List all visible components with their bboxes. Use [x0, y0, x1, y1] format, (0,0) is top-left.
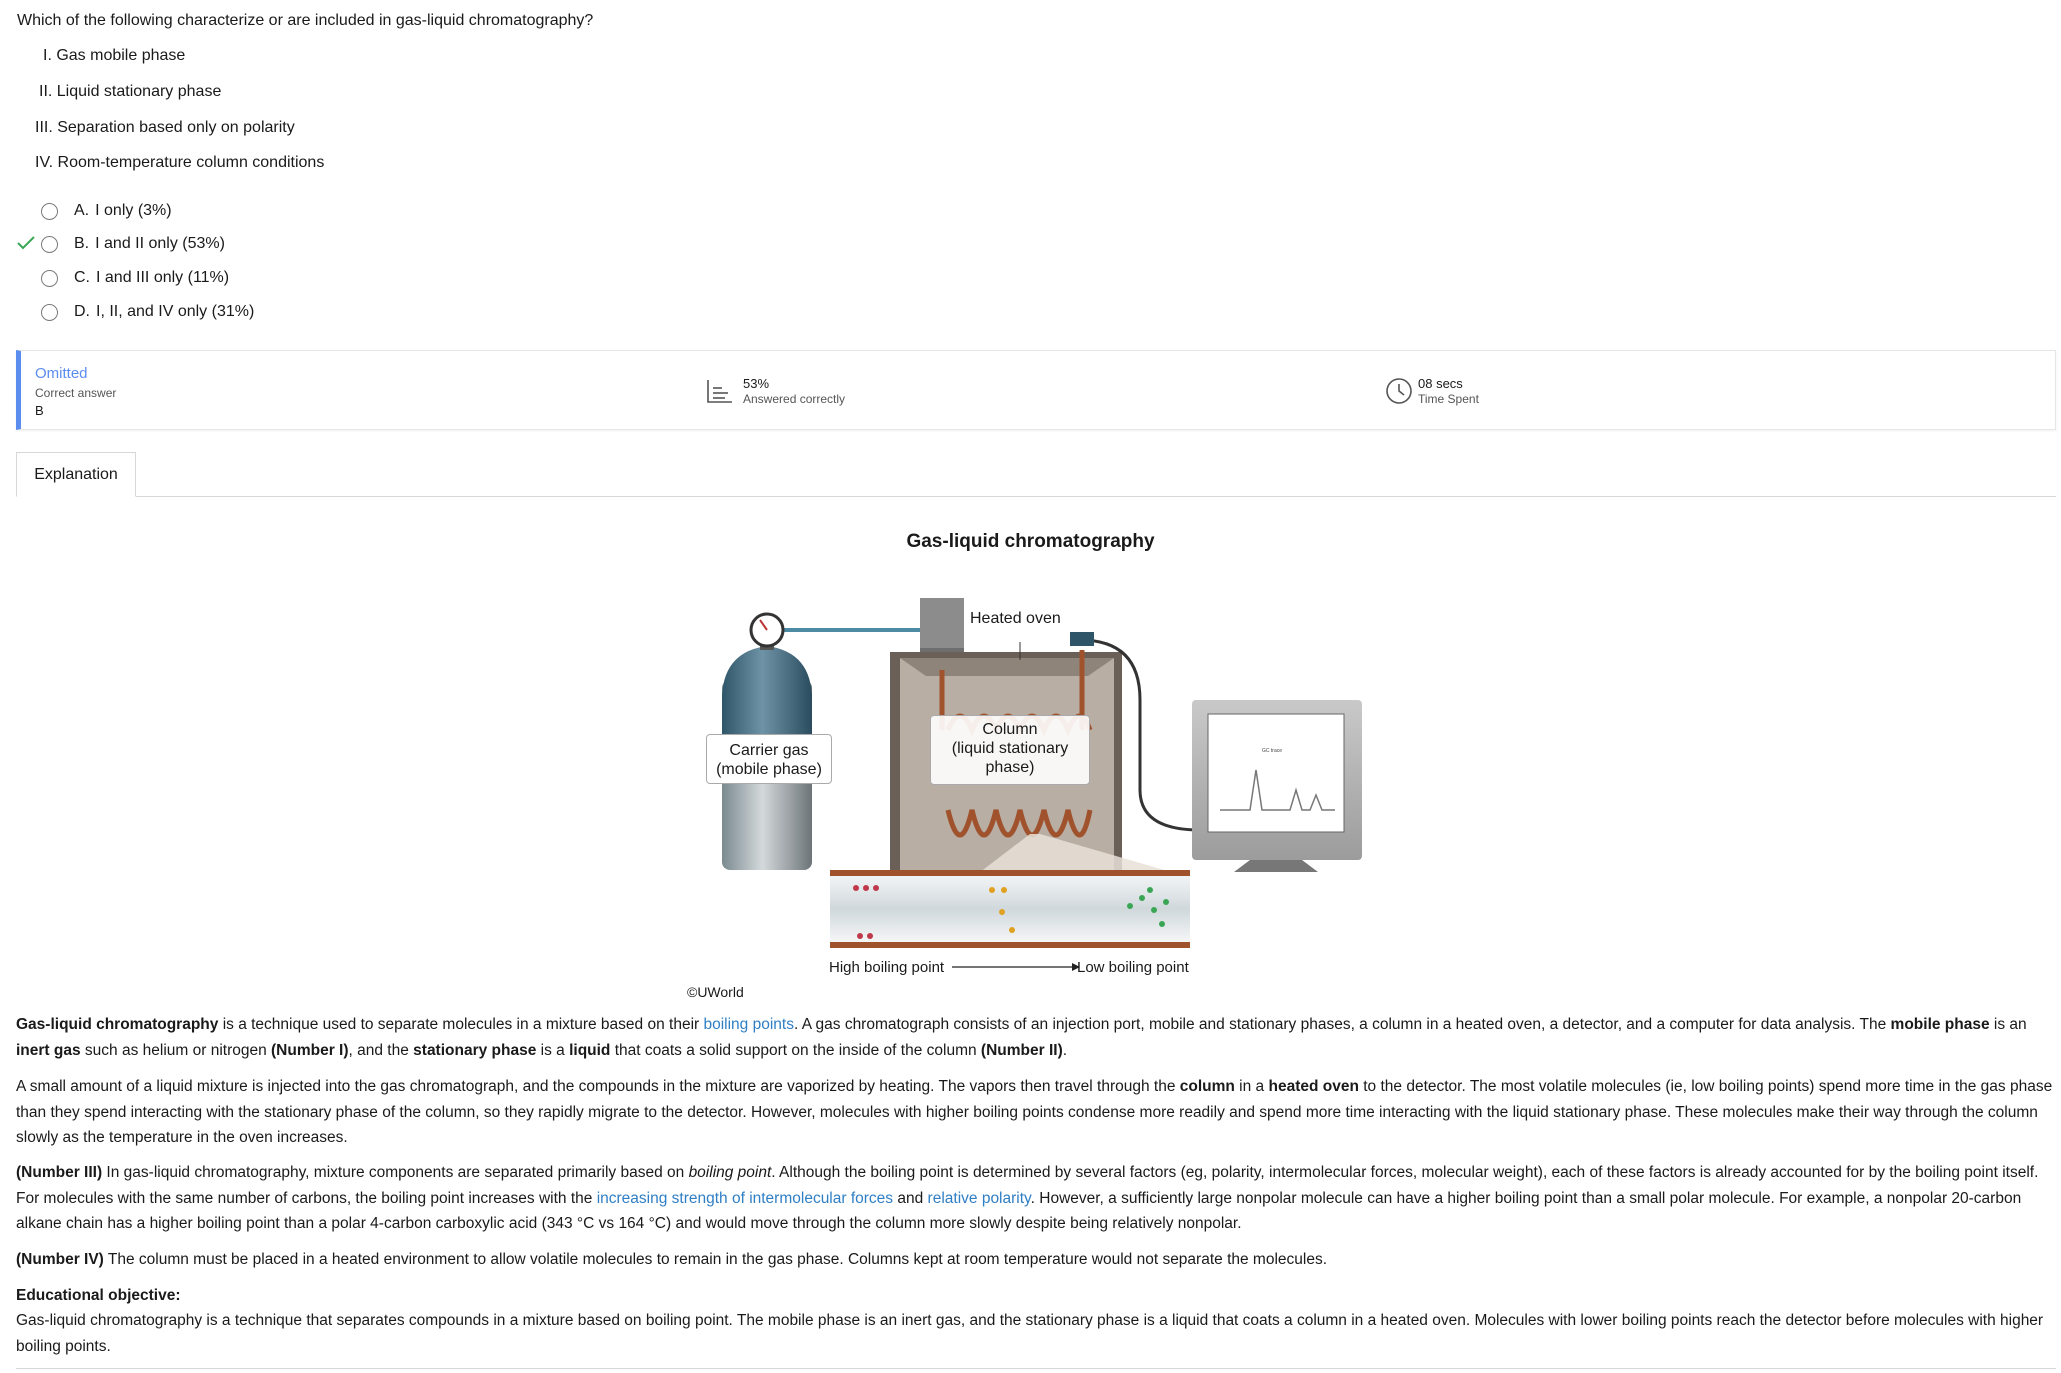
- percent-correct-value: 53%: [743, 376, 770, 391]
- educational-objective-text: Gas-liquid chromatography is a technique that separates compounds in a mixture based on boiling point. The mobile phase is an inert gas, and the stationary phase is a liquid that coats a column in a heated oven. Molecules with lower boiling points reach the detector before molecules with higher boiling points.: [16, 1312, 2044, 1355]
- educational-objective-heading: Educational objective:: [16, 1287, 181, 1304]
- choice-text: I, II, and IV only (31%): [96, 303, 255, 320]
- statement-3: III. Separation based only on polarity: [35, 119, 295, 136]
- statement-2: II. Liquid stationary phase: [39, 83, 222, 100]
- choice-text: I and III only (11%): [96, 269, 230, 286]
- radio-button[interactable]: [41, 236, 58, 253]
- answer-choice-d[interactable]: D. I, II, and IV only (31%): [16, 299, 254, 325]
- correct-check-icon: [16, 234, 38, 254]
- time-spent-label: Time Spent: [1418, 392, 1479, 406]
- explanation-paragraph-3: (Number III) In gas-liquid chromatography, mixture components are separated primarily based on boiling point. Although the boiling point is determined by several factors (eg, polarity, intermolecular forces, molecular weight), each of these factors is already accounted for by the boiling point itself. For molecules with the same number of carbons, the boiling point increases with the increasing strength of intermolecular forces and relative polarity. However, a sufficiently large nonpolar molecule can have a higher boiling point than a small polar molecule. For example, a nonpolar 20-carbon alkane chain has a higher boiling point than a polar 4-carbon carboxylic acid (343 °C vs 164 °C) and would move through the column more slowly despite being relatively nonpolar.: [16, 1164, 2039, 1232]
- answer-choice-b[interactable]: B. I and II only (53%): [16, 231, 225, 257]
- computer-monitor: [1192, 700, 1362, 872]
- high-boiling-label: High boiling point: [829, 959, 945, 976]
- screen-title: GC trace: [1262, 748, 1283, 754]
- clock-icon: [1385, 377, 1413, 410]
- explanation-paragraph-4: (Number IV) The column must be placed in a heated environment to allow volatile molecules to remain in the gas phase. Columns kept at room temperature would not separate the molecules.: [16, 1251, 1328, 1268]
- injector-port: [920, 598, 964, 650]
- question-stem: Which of the following characterize or are included in gas-liquid chromatography?: [17, 12, 594, 29]
- radio-button[interactable]: [41, 203, 58, 220]
- statement-4: IV. Room-temperature column conditions: [35, 154, 325, 171]
- answer-choice-c[interactable]: C. I and III only (11%): [16, 265, 229, 291]
- choice-text: I only (3%): [95, 202, 172, 219]
- column-label: Column (liquid stationary phase): [930, 715, 1090, 785]
- link-intermolecular-forces[interactable]: increasing strength of intermolecular forces: [596, 1189, 894, 1207]
- time-spent-value: 08 secs: [1418, 376, 1463, 391]
- explanation-paragraph-2: A small amount of a liquid mixture is injected into the gas chromatograph, and the compounds in the mixture are vaporized by heating. The vapors then travel through the column in a heated oven to the detector. The most volatile molecules (ie, low boiling points) spend more time in the gas phase than they spend interacting with the stationary phase of the column, so they rapidly migrate to the detector. However, molecules with higher boiling points condense more readily and spend more time interacting with the liquid stationary phase. These molecules make their way through the column slowly as the temperature in the oven increases.: [16, 1078, 2053, 1146]
- link-boiling-points[interactable]: boiling points: [703, 1016, 794, 1033]
- bottom-divider: [16, 1368, 2056, 1369]
- correct-answer-label: Correct answer: [35, 386, 117, 400]
- low-boiling-label: Low boiling point: [1077, 959, 1189, 976]
- correct-answer-value: B: [35, 403, 44, 418]
- statement-1: I. Gas mobile phase: [43, 47, 186, 64]
- gc-diagram: [690, 590, 1370, 990]
- carrier-gas-label: Carrier gas (mobile phase): [706, 734, 832, 784]
- answer-choice-a[interactable]: A. I only (3%): [16, 198, 172, 224]
- tab-divider: [16, 496, 2056, 497]
- answer-stats-bar: [16, 350, 2056, 430]
- percent-correct-label: Answered correctly: [743, 392, 846, 406]
- tab-explanation[interactable]: Explanation: [16, 452, 136, 497]
- choice-text: I and II only (53%): [95, 235, 225, 252]
- link-relative-polarity[interactable]: relative polarity: [927, 1189, 1031, 1207]
- status-omitted: Omitted: [35, 365, 88, 382]
- explanation-paragraph-1: Gas-liquid chromatography is a technique used to separate molecules in a mixture based on their boiling points. A gas chromatograph consists of an injection port, mobile and stationary phases, a column in a heated oven, a detector, and a computer for data analysis. The mobile phase is an inert gas such as helium or nitrogen (Number I), and the stationary phase is a liquid that coats a solid support on the inside of the column (Number II).: [16, 1016, 2027, 1059]
- figure-title: Gas-liquid chromatography: [906, 531, 1155, 552]
- radio-button[interactable]: [41, 304, 58, 321]
- bar-chart-icon: [706, 378, 734, 409]
- copyright-label: ©UWorld: [687, 984, 744, 1000]
- column-cross-section: [830, 870, 1190, 948]
- oven-label: Heated oven: [970, 610, 1061, 627]
- radio-button[interactable]: [41, 270, 58, 287]
